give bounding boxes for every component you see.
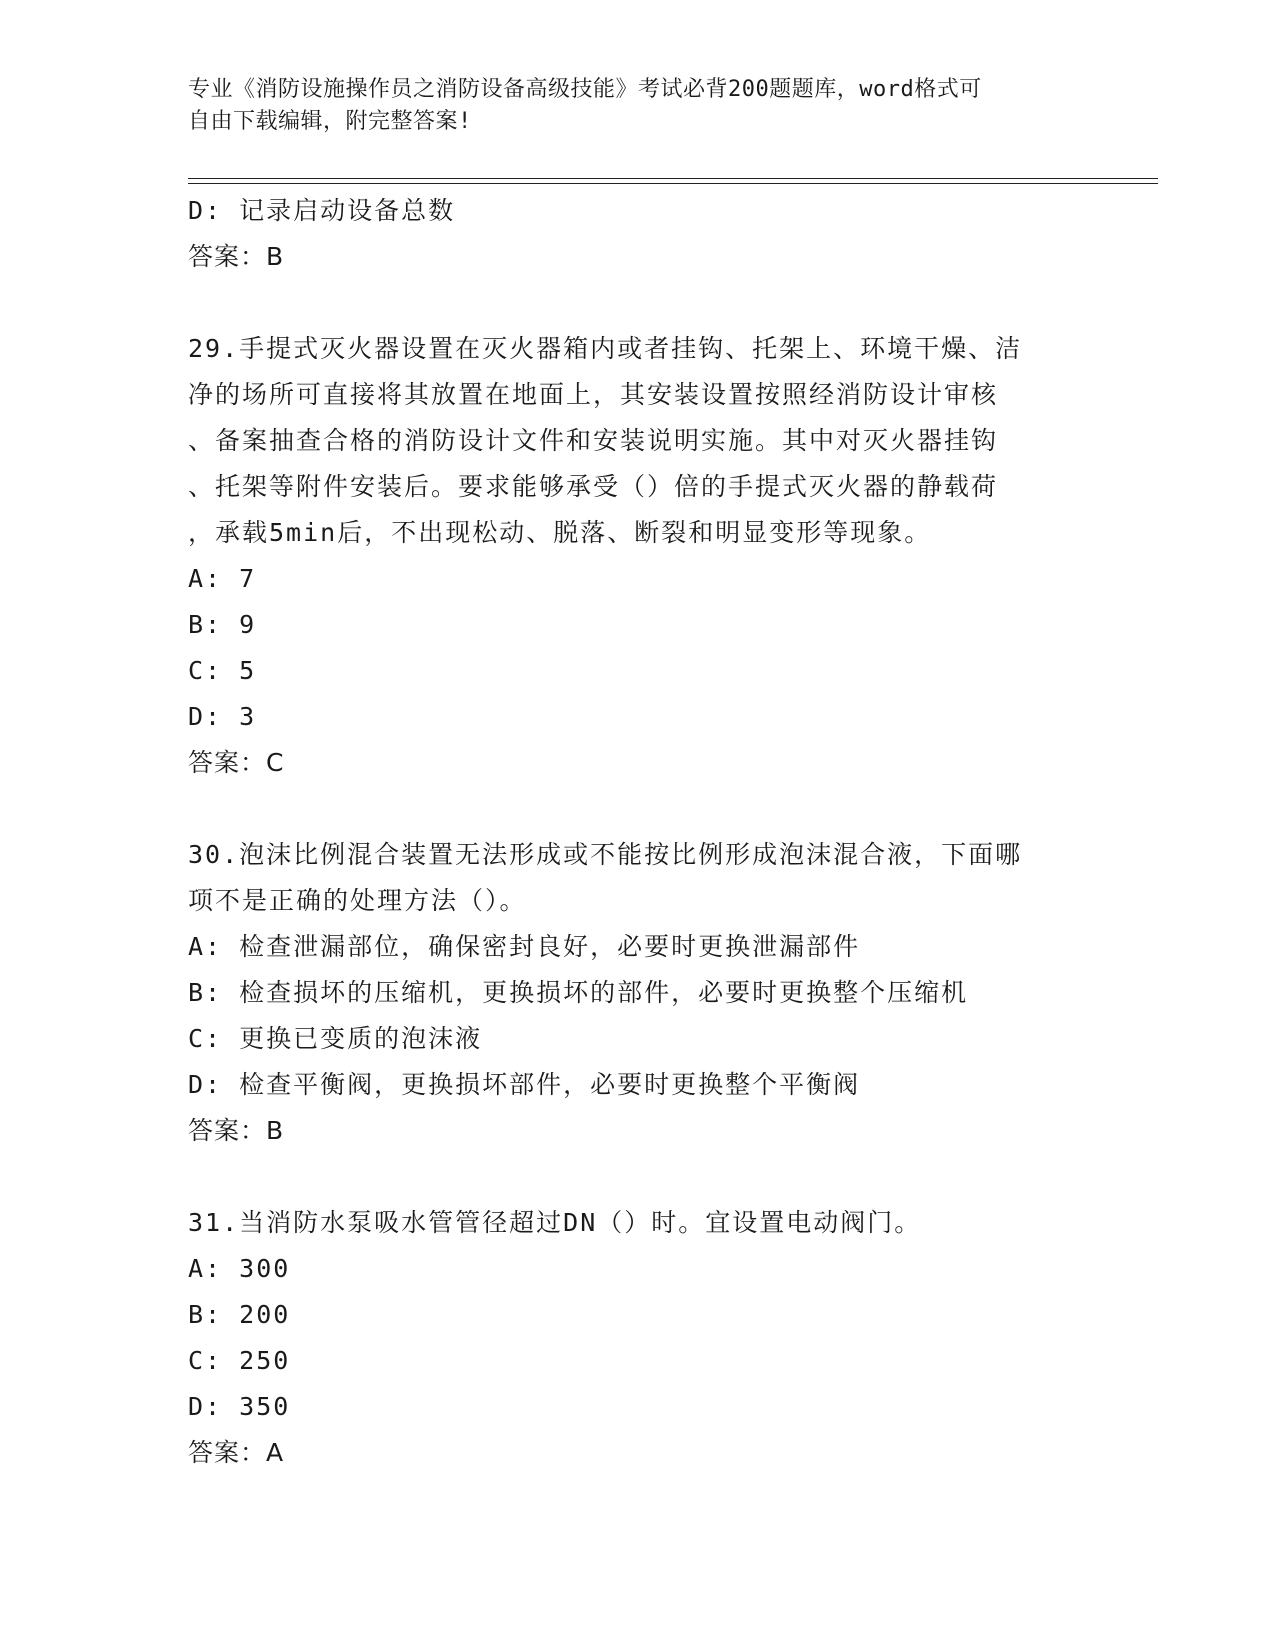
option-b: B: 9 — [188, 610, 257, 639]
option-b: B: 200 — [188, 1300, 291, 1329]
prev-answer: 答案：B — [188, 242, 285, 271]
prev-option-d: D: 记录启动设备总数 — [188, 196, 456, 225]
header-line-1: 专业《消防设施操作员之消防设备高级技能》考试必背200题题库，word格式可 — [188, 77, 982, 102]
question-text-line: ，承载5min后，不出现松动、脱落、断裂和明显变形等现象。 — [188, 518, 932, 547]
header-line-2: 自由下载编辑，附完整答案! — [188, 109, 472, 134]
option-a: A: 300 — [188, 1254, 291, 1283]
header-rule-top — [188, 178, 1158, 179]
question-text-line: 净的场所可直接将其放置在地面上，其安装设置按照经消防设计审核 — [188, 380, 999, 409]
option-c: C: 250 — [188, 1346, 291, 1375]
option-b: B: 检查损坏的压缩机，更换损坏的部件，必要时更换整个压缩机 — [188, 978, 969, 1007]
question-text-line: 、托架等附件安装后。要求能够承受（）倍的手提式灭火器的静载荷 — [188, 472, 999, 501]
option-d: D: 检查平衡阀，更换损坏部件，必要时更换整个平衡阀 — [188, 1070, 861, 1099]
question-30 — [188, 832, 1088, 1154]
question-text-line: 29.手提式灭火器设置在灭火器箱内或者挂钩、托架上、环境干燥、洁 — [188, 334, 1023, 363]
option-c: C: 更换已变质的泡沫液 — [188, 1024, 483, 1053]
option-d: D: 350 — [188, 1392, 291, 1421]
answer: 答案：C — [188, 748, 285, 777]
option-a: A: 7 — [188, 564, 257, 593]
document-body — [188, 188, 1088, 1476]
question-text-line: 30.泡沫比例混合装置无法形成或不能按比例形成泡沫混合液，下面哪 — [188, 840, 1023, 869]
document-header — [188, 74, 1088, 138]
question-text-line: 、备案抽查合格的消防设计文件和安装说明实施。其中对灭火器挂钩 — [188, 426, 999, 455]
question-29 — [188, 326, 1088, 786]
header-rule-bottom — [188, 183, 1158, 184]
answer: 答案：A — [188, 1438, 285, 1467]
option-a: A: 检查泄漏部位，确保密封良好，必要时更换泄漏部件 — [188, 932, 861, 961]
answer: 答案：B — [188, 1116, 285, 1145]
option-d: D: 3 — [188, 702, 257, 731]
spacer — [188, 786, 1088, 832]
question-text-line: 31.当消防水泵吸水管管径超过DN（）时。宜设置电动阀门。 — [188, 1208, 922, 1237]
question-text-line: 项不是正确的处理方法（）。 — [188, 886, 527, 915]
spacer — [188, 1154, 1088, 1200]
option-c: C: 5 — [188, 656, 257, 685]
question-31 — [188, 1200, 1088, 1476]
spacer — [188, 280, 1088, 326]
